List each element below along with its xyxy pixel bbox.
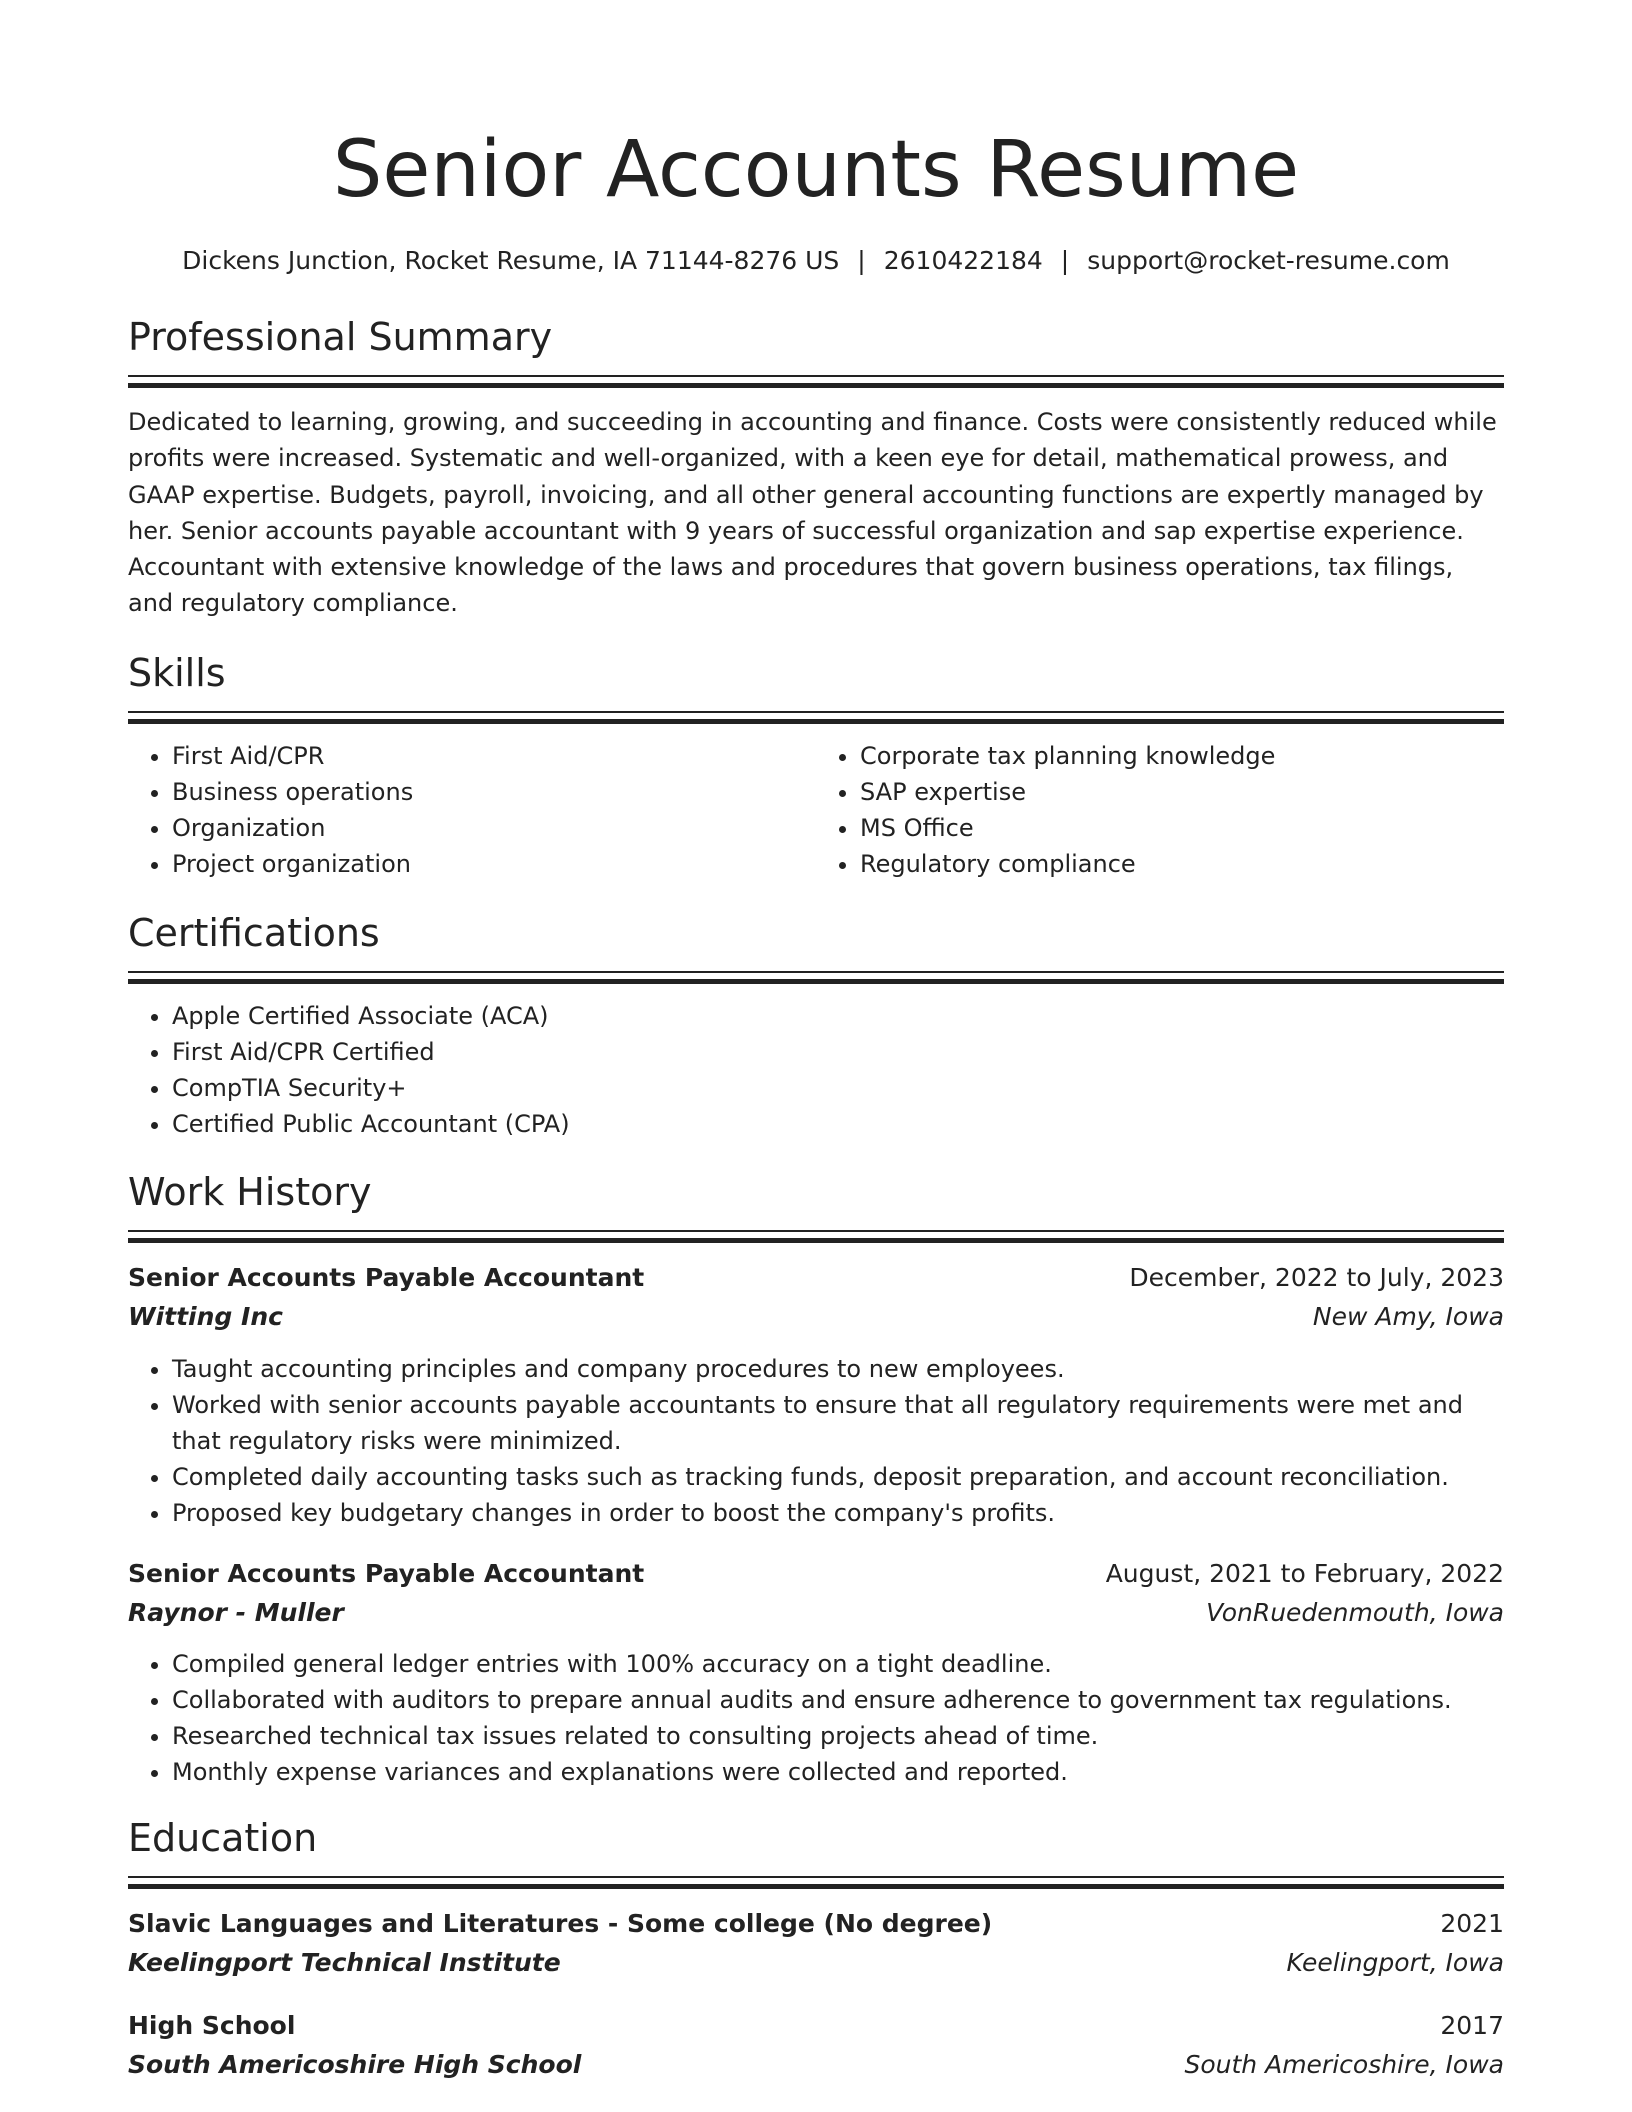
education-location: Keelingport, Iowa: [1286, 1947, 1504, 1977]
education-section: [128, 1814, 1504, 2085]
certifications-section: [128, 909, 1504, 1142]
education-subheader: [128, 2045, 1504, 2085]
contact-separator: |: [1060, 246, 1070, 275]
list-item: • SAP expertise: [860, 774, 1504, 810]
summary-text: Dedicated to learning, growing, and succeeding in accounting and finance. Costs were consistently reduced while profits were increased. Systematic and well-organized, with a keen eye for detail, mathematical prowess, and GAAP expertise. Budgets, payroll, invoicing, and all other general accounting functions are expertly managed by her. Senior accounts payable accountant with 9 years of successful organization and sap expertise experience. Accountant with extensive knowledge of the laws and procedures that govern business operations, tax filings, and regulatory compliance.: [128, 408, 1497, 618]
education-header: [128, 1905, 1504, 1943]
job-entry: [128, 1259, 1504, 1531]
job-entry: [128, 1555, 1504, 1790]
job-duties: [128, 1646, 1504, 1790]
job-title: Senior Accounts Payable Accountant: [128, 1558, 645, 1588]
job-duties: [128, 1351, 1504, 1531]
education-school: South Americoshire High School: [128, 2049, 582, 2079]
list-item: • Certified Public Accountant (CPA): [172, 1106, 1504, 1142]
job-subheader: [128, 1297, 1504, 1337]
contact-line: [128, 244, 1504, 278]
list-item: • Corporate tax planning knowledge: [860, 738, 1504, 774]
list-item: • Compiled general ledger entries with 100% accuracy on a tight deadline.: [172, 1646, 1504, 1682]
job-dates: December, 2022 to July, 2023: [1129, 1262, 1504, 1292]
education-header: [128, 2007, 1504, 2045]
list-item: • Collaborated with auditors to prepare annual audits and ensure adherence to government tax regulations.: [172, 1682, 1504, 1718]
education-school: Keelingport Technical Institute: [128, 1947, 561, 1977]
section-divider: [128, 971, 1504, 984]
contact-address: Dickens Junction, Rocket Resume, IA 71144-8276 US: [182, 246, 840, 275]
section-heading-education: Education: [128, 1815, 318, 1860]
list-item: • Researched technical tax issues related to consulting projects ahead of time.: [172, 1718, 1504, 1754]
job-company: Witting Inc: [128, 1301, 283, 1331]
list-item: • CompTIA Security+: [172, 1070, 1504, 1106]
job-subheader: [128, 1593, 1504, 1633]
education-degree: Slavic Languages and Literatures - Some college (No degree): [128, 1908, 993, 1938]
job-dates: August, 2021 to February, 2022: [1105, 1558, 1504, 1588]
education-location: South Americoshire, Iowa: [1184, 2049, 1504, 2079]
certifications-list: [128, 998, 1504, 1142]
list-item: • Completed daily accounting tasks such as tracking funds, deposit preparation, and account reconciliation.: [172, 1459, 1504, 1495]
education-entry: [128, 1905, 1504, 1983]
section-divider: [128, 375, 1504, 388]
list-item: • First Aid/CPR Certified: [172, 1034, 1504, 1070]
skills-section: [128, 649, 1504, 882]
summary-section: [128, 313, 1504, 622]
education-year: 2021: [1440, 1908, 1504, 1938]
education-year: 2017: [1440, 2010, 1504, 2040]
list-item: • First Aid/CPR: [172, 738, 816, 774]
contact-phone: 2610422184: [883, 246, 1043, 275]
job-location: New Amy, Iowa: [1312, 1301, 1504, 1331]
education-degree: High School: [128, 2010, 296, 2040]
skills-list-right: [816, 738, 1504, 882]
education-entry: [128, 2007, 1504, 2085]
contact-separator: |: [857, 246, 866, 275]
resume-title: Senior Accounts Resume: [332, 125, 1300, 215]
section-heading-skills: Skills: [128, 650, 226, 695]
list-item: • Worked with senior accounts payable accountants to ensure that all regulatory requirements were met and that regulatory risks were minimized.: [172, 1387, 1504, 1459]
section-divider: [128, 711, 1504, 724]
education-subheader: [128, 1943, 1504, 1983]
job-company: Raynor - Muller: [128, 1597, 344, 1627]
job-location: VonRuedenmouth, Iowa: [1206, 1597, 1504, 1627]
section-heading-summary: Professional Summary: [128, 315, 553, 359]
section-heading-certifications: Certifications: [128, 910, 380, 955]
list-item: • Monthly expense variances and explanations were collected and reported.: [172, 1754, 1504, 1790]
section-divider: [128, 1876, 1504, 1889]
resume-page: [128, 0, 1504, 2085]
list-item: • Apple Certified Associate (ACA): [172, 998, 1504, 1034]
contact-email[interactable]: support@rocket-resume.com: [1087, 246, 1450, 275]
list-item: • Project organization: [172, 846, 816, 882]
list-item: • Regulatory compliance: [860, 846, 1504, 882]
list-item: • Taught accounting principles and company procedures to new employees.: [172, 1351, 1504, 1387]
list-item: • MS Office: [860, 810, 1504, 846]
job-header: [128, 1259, 1504, 1297]
section-heading-work: Work History: [128, 1169, 372, 1214]
list-item: • Organization: [172, 810, 816, 846]
list-item: • Business operations: [172, 774, 816, 810]
list-item: • Proposed key budgetary changes in order to boost the company's profits.: [172, 1495, 1504, 1531]
job-title: Senior Accounts Payable Accountant: [128, 1262, 645, 1292]
skills-list-left: [128, 738, 816, 882]
job-header: [128, 1555, 1504, 1593]
skills-columns: [128, 738, 1504, 882]
work-history-section: [128, 1168, 1504, 1790]
section-divider: [128, 1230, 1504, 1243]
